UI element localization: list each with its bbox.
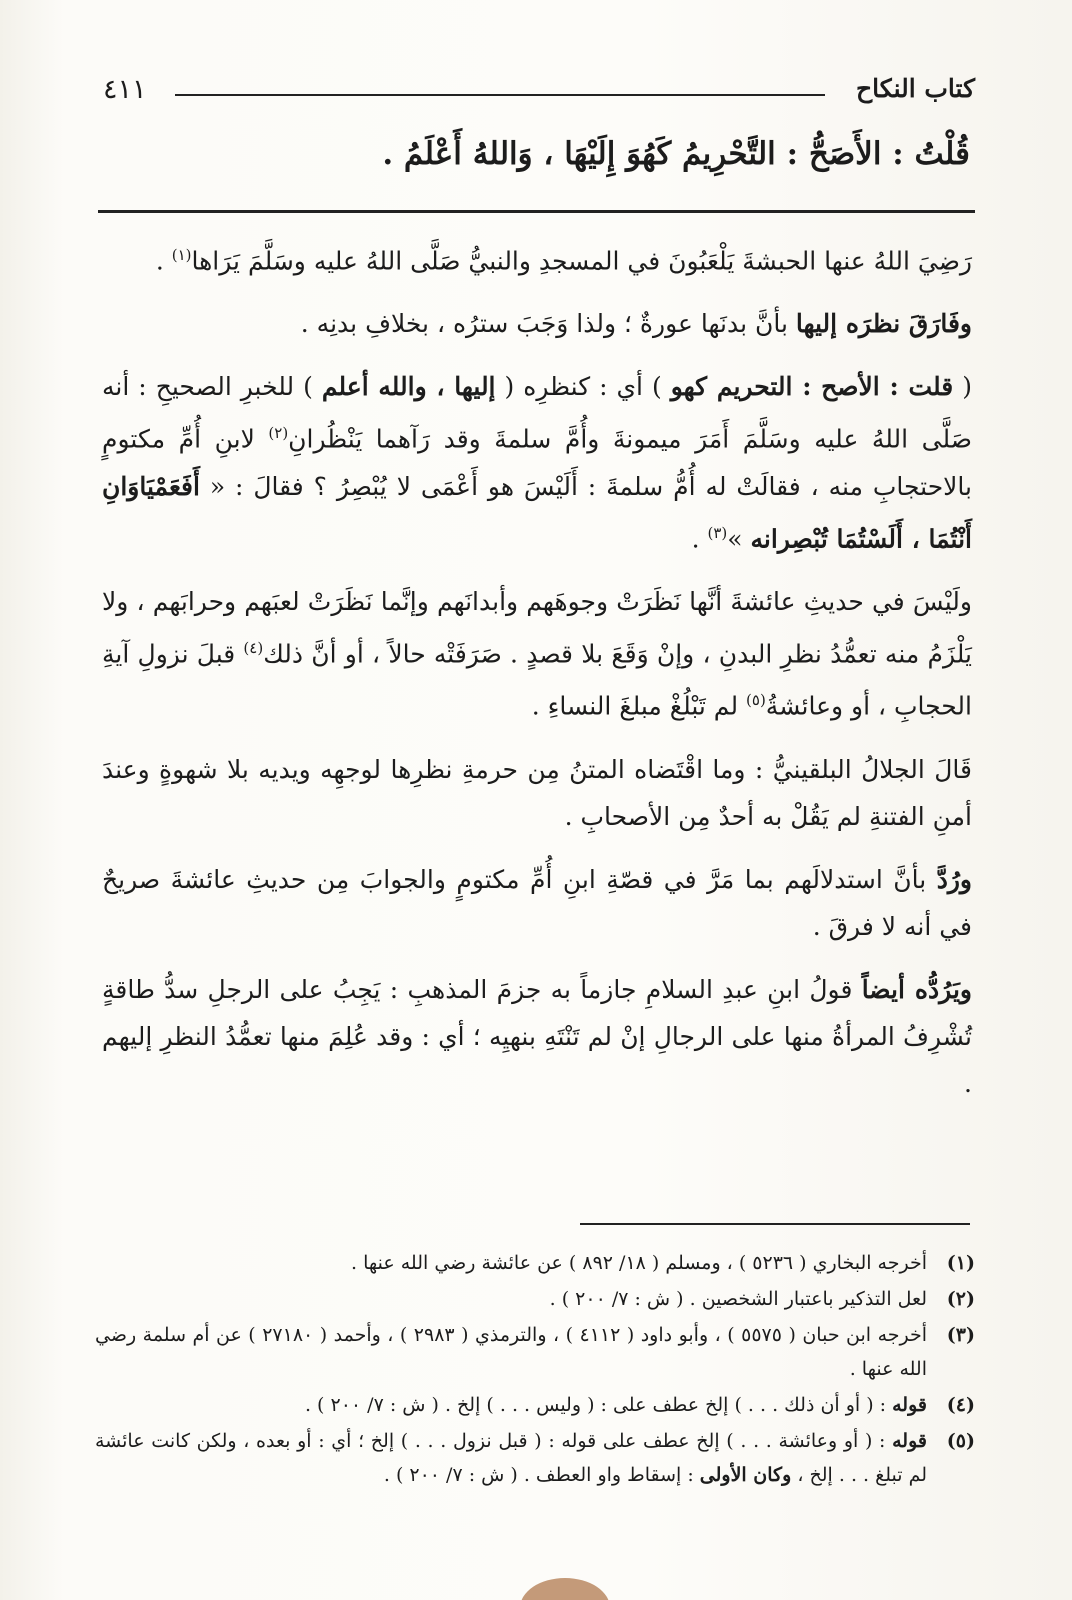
footnote-ref-2[interactable]: (٢) [268, 424, 289, 443]
footnote-ref-5[interactable]: (٥) [746, 691, 766, 710]
footnotes [95, 1246, 975, 1494]
footnote-2: (٢) لعل التذكير باعتبار الشخصين . ( ش : ٧/ ٢٠٠ ) . [549, 1288, 975, 1310]
paragraph-1: رَضِيَ اللهُ عنها الحبشةَ يَلْعَبُونَ في المسجدِ والنبيُّ صَلَّى اللهُ عليه وسَلَّمَ يَرَاها$^{(١)}$ . [155, 246, 972, 276]
paragraph-5: قَالَ الجلالُ البلقينيُّ : وما اقْتَضاه المتنُ مِن حرمةِ نظرِها لوجهِه ويديه بلا شهوةٍ وعندَ أمنِ الفتنةِ لم يَقُلْ به أحدٌ مِن الأصحابِ . [102, 754, 972, 831]
paragraph-7: ويَرُدُّه أيضاً قولُ ابنِ عبدِ السلامِ جازماً به جزمَ المذهبِ : يَجِبُ على الرجلِ سدُّ طاقةٍ تُشْرِفُ المرأةُ منها على الرجالِ إنْ لم تَنْتَهِ بنهيِه ؛ أي : وقد عُلِمَ منها تعمُّدُ النظرِ إليهم . [102, 974, 972, 1098]
book-title: كتاب النكاح [856, 74, 975, 103]
paragraph-6: ورُدَّ بأنَّ استدلالَهم بما مَرَّ في قصّةِ ابنِ أُمِّ مكتومٍ والجوابَ مِن حديثِ عائشةَ صريحٌ في أنه لا فرقَ . [102, 864, 972, 941]
page-number: ٤١١ [103, 74, 147, 105]
footnote-ref-4[interactable]: (٤) [243, 638, 264, 657]
footnote-separator [580, 1223, 970, 1225]
matn-separator [98, 210, 975, 213]
footnote-5: (٥) قوله : ( أو وعائشة . . . ) إلخ عطف على قوله : ( قبل نزول . . . ) إلخ ؛ أي : أو بعده ، ولكن كانت عائشة لم تبلغ . . . إلخ ، وكان الأولى : إسقاط واو العطف . ( ش : ٧/ ٢٠٠ ) . [95, 1430, 975, 1486]
footnote-1: (١) أخرجه البخاري ( ٥٢٣٦ ) ، ومسلم ( ١٨/ ٨٩٢ ) عن عائشة رضي الله عنها . [351, 1252, 975, 1274]
header-rule [175, 94, 825, 96]
footnote-ref-3[interactable]: (٣) [707, 523, 728, 542]
commentary-body [102, 232, 972, 1123]
footnote-3: (٣) أخرجه ابن حبان ( ٥٥٧٥ ) ، وأبو داود ( ٤١١٢ ) ، والترمذي ( ٢٩٨٣ ) ، وأحمد ( ٢٧١٨٠ ) عن أم سلمة رضي الله عنها . [95, 1324, 975, 1380]
page-header [95, 68, 975, 112]
footnote-ref-1[interactable]: (١) [171, 246, 192, 264]
paragraph-2: وفَارَقَ نظرَه إليها بأنَّ بدنَها عورةٌ ؛ ولذا وَجَبَ سترُه ، بخلافِ بدنِه . [300, 309, 972, 339]
footnote-4: (٤) قوله : ( أو أن ذلك . . . ) إلخ عطف على : ( وليس . . . ) إلخ . ( ش : ٧/ ٢٠٠ ) . [304, 1394, 975, 1416]
paragraph-3: ( قلت : الأصح : التحريم كهو ) أي : كنظرِه ( إليها ، والله أعلم ) للخبرِ الصحيحِ : أنه صَلَّى اللهُ عليه وسَلَّمَ أَمَرَ ميمونةَ وأُمَّ سلمةَ وقد رَآهما يَنْظُرانِ$^{(٢)}$ لابنِ أُمِّ مكتومٍ بالاحتجابِ منه ، فقالَتْ له أُمُّ سلمةَ : أَلَيْسَ هو أَعْمَى لا يُبْصِرُ ؟ فقالَ : « أَفَعَمْيَاوَانِ أَنْتُمَا ، أَلَسْتُمَا تُبْصِرانه »$^{(٣)}$ . [102, 372, 972, 553]
paragraph-4: ولَيْسَ في حديثِ عائشةَ أنَّها نَظَرَتْ وجوهَهم وأبدانَهم وإنَّما نَظَرَتْ لعبَهم وحرابَهم ، ولا يَلْزَمُ منه تعمُّدُ نظرِ البدنِ ، وإنْ وَقَعَ بلا قصدٍ . صَرَفَتْه حالاً ، أو أنَّ ذلك$^{(٤)}$ قبلَ نزولِ آيةِ الحجابِ ، أو وعائشةُ$^{(٥)}$ لم تَبْلُغْ مبلغَ النساءِ . [102, 586, 972, 721]
library-stamp [520, 1578, 610, 1600]
matn-text: قُلْتُ : الأَصَحُّ : التَّحْرِيمُ كَهُوَ إِلَيْهَا ، وَاللهُ أَعْلَمُ . [382, 136, 970, 172]
